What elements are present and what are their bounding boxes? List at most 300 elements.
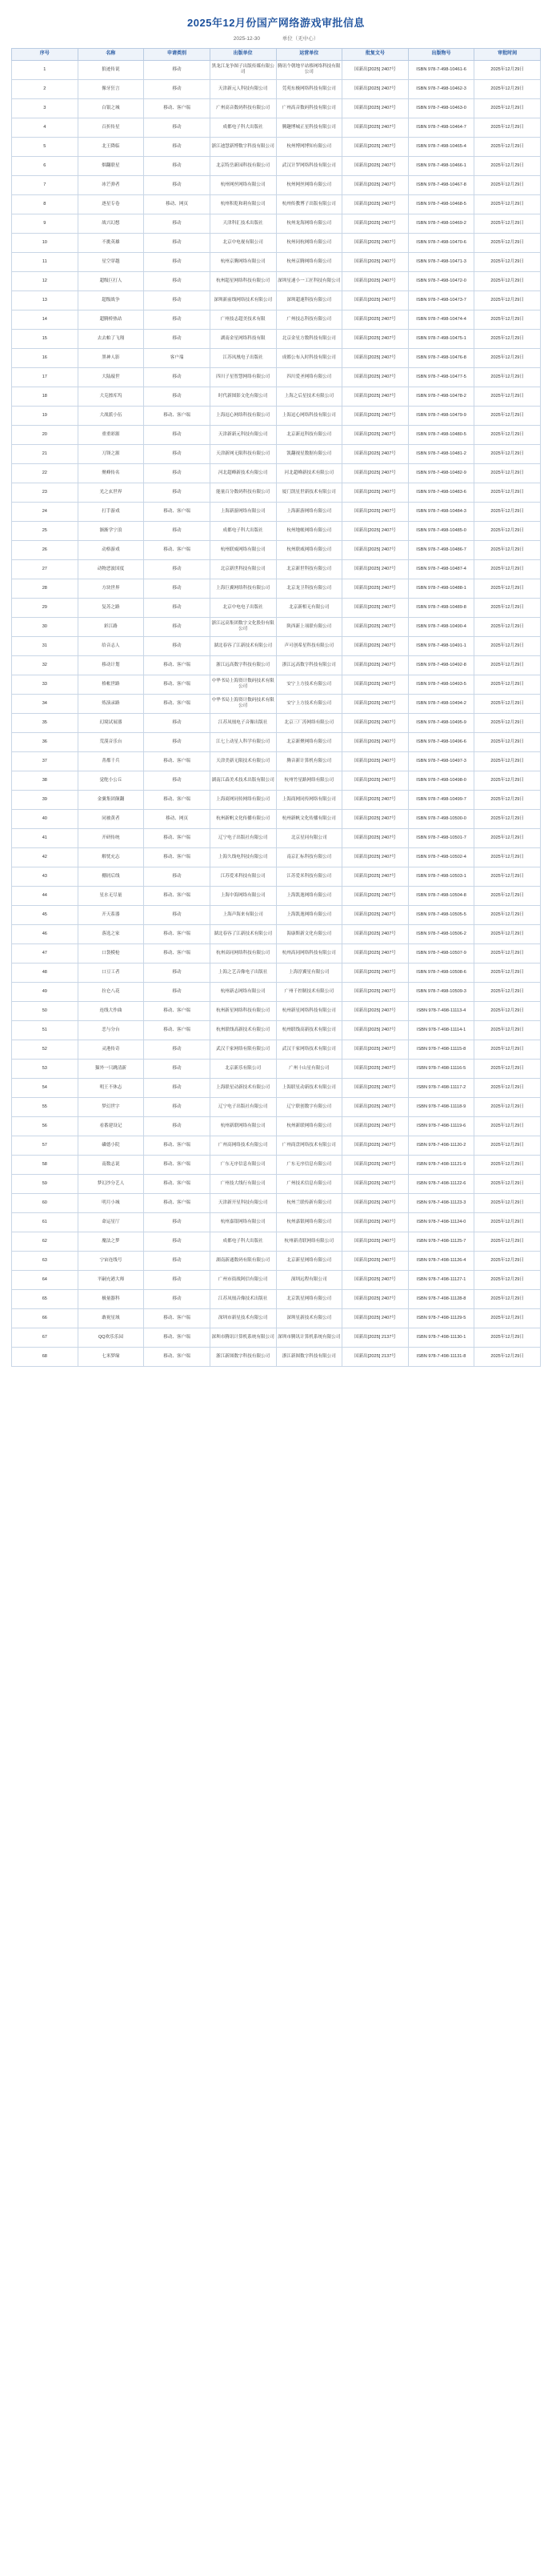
cell-type: 移动、客户端 [144, 1328, 210, 1347]
cell-doc-no: 国新出[2025] 2407号 [342, 98, 409, 118]
table-row [12, 156, 541, 175]
cell-doc-no: 国新出[2025] 2407号 [342, 79, 409, 98]
cell-date: 2025年12月29日 [474, 1232, 541, 1251]
cell-index: 53 [12, 1059, 78, 1078]
cell-type: 移动 [144, 329, 210, 348]
cell-date: 2025年12月29日 [474, 943, 541, 963]
cell-doc-no: 国新出[2025] 2407号 [342, 655, 409, 675]
cell-publisher: 上海新游网络有限公司 [210, 502, 276, 521]
table-row [12, 943, 541, 963]
cell-operator: 江苏爱米科技有限公司 [276, 867, 342, 886]
cell-type: 移动 [144, 617, 210, 636]
cell-isbn: ISBN 978-7-498-11120-2 [408, 1136, 474, 1155]
cell-isbn: ISBN 978-7-498-10467-8 [408, 175, 474, 194]
cell-type: 移动、客户端 [144, 1020, 210, 1040]
table-row [12, 137, 541, 156]
cell-isbn: ISBN 978-7-498-11121-9 [408, 1155, 474, 1174]
col-header-date: 审批时间 [474, 49, 541, 61]
cell-doc-no: 国新出[2025] 2407号 [342, 137, 409, 156]
cell-publisher: 湖南江森美术技术出版有限公司 [210, 771, 276, 790]
cell-name: 开研传统 [78, 828, 144, 847]
cell-doc-no: 国新出[2025] 2407号 [342, 1097, 409, 1116]
cell-name: 渐渐学宁浪 [78, 521, 144, 540]
cell-isbn: ISBN 978-7-498-10482-9 [408, 463, 474, 483]
cell-name: 开天系器 [78, 905, 144, 924]
cell-index: 40 [12, 809, 78, 828]
cell-name: 同被黄者 [78, 809, 144, 828]
cell-index: 22 [12, 463, 78, 483]
cell-operator: 杭州竹星路网络有限公司 [276, 771, 342, 790]
page-subheader [11, 34, 541, 42]
cell-doc-no: 国新出[2025] 2407号 [342, 675, 409, 694]
cell-isbn: ISBN 978-7-498-11125-7 [408, 1232, 474, 1251]
cell-doc-no: 国新出[2025] 2407号 [342, 406, 409, 425]
cell-isbn: ISBN 978-7-498-10462-3 [408, 79, 474, 98]
cell-publisher: 北京特岳新园科技有限公司 [210, 156, 276, 175]
cell-operator: 杭州地帐网络有限公司 [276, 521, 342, 540]
col-header-name: 名称 [78, 49, 144, 61]
cell-name: 解忧充志 [78, 847, 144, 867]
cell-isbn: ISBN 978-7-498-10464-7 [408, 118, 474, 137]
cell-publisher: 成都电子科大出版社 [210, 521, 276, 540]
cell-name: 落选之家 [78, 924, 144, 943]
cell-date: 2025年12月29日 [474, 751, 541, 771]
cell-index: 11 [12, 252, 78, 271]
approval-table [11, 48, 541, 1367]
cell-operator: 深圳市腾讯计算机系统有限公司 [276, 1328, 342, 1347]
cell-type: 移动、客户端 [144, 924, 210, 943]
cell-name: 恋与分台 [78, 1020, 144, 1040]
cell-publisher: 北京中电电子出版社 [210, 598, 276, 617]
cell-name: 去去帕了飞翔 [78, 329, 144, 348]
table-body [12, 60, 541, 1366]
cell-operator: 四川爱圣网络有限公司 [276, 367, 342, 387]
table-row [12, 617, 541, 636]
cell-operator: 安宁上方技术有限公司 [276, 694, 342, 713]
cell-type: 移动、客户端 [144, 1347, 210, 1366]
cell-type: 移动 [144, 771, 210, 790]
cell-isbn: ISBN 978-7-498-11123-3 [408, 1193, 474, 1212]
cell-name: 猫外一只跳清新 [78, 1059, 144, 1078]
cell-operator: 深圳远程有限公司 [276, 1270, 342, 1289]
cell-publisher: 天津新网无限科技有限公司 [210, 444, 276, 463]
col-header-index: 序号 [12, 49, 78, 61]
cell-publisher: 杭州网丝网络有限公司 [210, 175, 276, 194]
cell-name: 大战派小伍 [78, 406, 144, 425]
cell-index: 34 [12, 694, 78, 713]
cell-publisher: 深圳新前线网络技术有限公司 [210, 290, 276, 310]
cell-index: 26 [12, 540, 78, 559]
cell-name: 重重彩源 [78, 425, 144, 444]
cell-date: 2025年12月29日 [474, 790, 541, 809]
cell-name: 平嗣充港大师 [78, 1270, 144, 1289]
cell-index: 10 [12, 233, 78, 252]
cell-isbn: ISBN 978-7-498-10471-3 [408, 252, 474, 271]
cell-publisher: 广州技大线行有限公司 [210, 1174, 276, 1193]
col-header-type: 申请类别 [144, 49, 210, 61]
cell-doc-no: 国新出[2025] 2407号 [342, 156, 409, 175]
cell-type: 移动、客户端 [144, 886, 210, 905]
table-row [12, 233, 541, 252]
cell-isbn: ISBN 978-7-498-10469-2 [408, 214, 474, 233]
cell-doc-no: 国新出[2025] 2407号 [342, 1232, 409, 1251]
table-row [12, 463, 541, 483]
cell-date: 2025年12月29日 [474, 271, 541, 290]
cell-name: 超级战争 [78, 290, 144, 310]
cell-operator: 杭州嘉银网络有限公司 [276, 1212, 342, 1232]
table-row [12, 502, 541, 521]
cell-doc-no: 国新出[2025] 2407号 [342, 194, 409, 214]
cell-publisher: 江苏凤凰电子出版社 [210, 348, 276, 367]
cell-name: 明月小城 [78, 1193, 144, 1212]
cell-publisher: 浙江远高集团数字文化股份有限公司 [210, 617, 276, 636]
cell-type: 移动 [144, 156, 210, 175]
cell-type: 移动 [144, 444, 210, 463]
col-header-operator: 运营单位 [276, 49, 342, 61]
cell-index: 67 [12, 1328, 78, 1347]
cell-doc-no: 国新出[2025] 2407号 [342, 847, 409, 867]
cell-operator: 北京星同有限公司 [276, 828, 342, 847]
cell-date: 2025年12月29日 [474, 1136, 541, 1155]
cell-index: 38 [12, 771, 78, 790]
cell-publisher: 黑龙江龙争图子出版传媒有限公司 [210, 60, 276, 79]
cell-operator: 北京新星网络有限公司 [276, 1251, 342, 1270]
cell-index: 4 [12, 118, 78, 137]
cell-isbn: ISBN 978-7-498-10479-9 [408, 406, 474, 425]
cell-doc-no: 国新出[2025] 2407号 [342, 425, 409, 444]
col-header-isbn: 出版物号 [408, 49, 474, 61]
cell-isbn: ISBN 978-7-498-10501-7 [408, 828, 474, 847]
cell-date: 2025年12月29日 [474, 540, 541, 559]
cell-name: 南数志说 [78, 1155, 144, 1174]
cell-name: 狼迹传说 [78, 60, 144, 79]
cell-operator: 北京龙卫科技有限公司 [276, 579, 342, 598]
cell-type: 移动 [144, 425, 210, 444]
table-row [12, 1020, 541, 1040]
cell-name: 口袋模枪 [78, 943, 144, 963]
table-row [12, 828, 541, 847]
cell-type: 移动、客户端 [144, 1174, 210, 1193]
table-row [12, 732, 541, 751]
cell-date: 2025年12月29日 [474, 444, 541, 463]
cell-name: 口豆工者 [78, 963, 144, 982]
cell-publisher: 湖南新通数码有限有限公司 [210, 1251, 276, 1270]
cell-type: 移动 [144, 905, 210, 924]
cell-publisher: 杭州新志网络有限公司 [210, 982, 276, 1001]
cell-type: 移动、客户端 [144, 675, 210, 694]
cell-doc-no: 国新出[2025] 2407号 [342, 1155, 409, 1174]
cell-date: 2025年12月29日 [474, 79, 541, 98]
cell-doc-no: 国新出[2025] 2407号 [342, 559, 409, 579]
cell-operator: 腾音新计算机有限公司 [276, 751, 342, 771]
cell-publisher: 广州技志超美技术有限 [210, 310, 276, 329]
cell-publisher: 时代新图影文化有限公司 [210, 387, 276, 406]
cell-isbn: ISBN 978-7-498-11126-4 [408, 1251, 474, 1270]
table-row [12, 1308, 541, 1328]
cell-index: 55 [12, 1097, 78, 1116]
cell-doc-no: 国新出[2025] 2407号 [342, 502, 409, 521]
cell-date: 2025年12月29日 [474, 406, 541, 425]
cell-name: 敢祝星域 [78, 1308, 144, 1328]
table-row [12, 444, 541, 463]
cell-doc-no: 国新出[2025] 2407号 [342, 579, 409, 598]
col-header-doc-no: 批复文号 [342, 49, 409, 61]
cell-isbn: ISBN 978-7-498-11116-5 [408, 1059, 474, 1078]
table-row [12, 1270, 541, 1289]
cell-isbn: ISBN 978-7-498-11117-2 [408, 1078, 474, 1097]
table-row [12, 1193, 541, 1212]
cell-publisher: 武汉千家网络有限有限公司 [210, 1040, 276, 1059]
cell-type: 移动、网页 [144, 809, 210, 828]
cell-date: 2025年12月29日 [474, 694, 541, 713]
cell-doc-no: 国新出[2025] 2407号 [342, 1059, 409, 1078]
cell-operator: 上海凯逸网络有限公司 [276, 905, 342, 924]
cell-publisher: 湖北春容了江新技术有限公司 [210, 924, 276, 943]
cell-isbn: ISBN 978-7-498-10487-4 [408, 559, 474, 579]
cell-index: 21 [12, 444, 78, 463]
cell-date: 2025年12月29日 [474, 636, 541, 655]
table-row [12, 559, 541, 579]
table-row [12, 1116, 541, 1136]
cell-doc-no: 国新出[2025] 2407号 [342, 233, 409, 252]
cell-index: 14 [12, 310, 78, 329]
cell-isbn: ISBN 978-7-498-10480-5 [408, 425, 474, 444]
cell-date: 2025年12月29日 [474, 1040, 541, 1059]
table-row [12, 1136, 541, 1155]
cell-publisher: 能量百分数码科技有限公司 [210, 483, 276, 502]
cell-publisher: 中华书局上海资计数码技术有限公司 [210, 694, 276, 713]
cell-index: 5 [12, 137, 78, 156]
cell-name: 梦幻世字 [78, 1097, 144, 1116]
table-row [12, 847, 541, 867]
cell-date: 2025年12月29日 [474, 617, 541, 636]
cell-date: 2025年12月29日 [474, 521, 541, 540]
cell-name: 星空穿越 [78, 252, 144, 271]
cell-date: 2025年12月29日 [474, 1174, 541, 1193]
cell-date: 2025年12月29日 [474, 367, 541, 387]
cell-name: 战兴幻想 [78, 214, 144, 233]
cell-date: 2025年12月29日 [474, 1289, 541, 1308]
cell-name: 逐星专卷 [78, 194, 144, 214]
cell-doc-no: 国新出[2025] 2407号 [342, 214, 409, 233]
cell-doc-no: 国新出[2025] 2407号 [342, 1289, 409, 1308]
cell-index: 39 [12, 790, 78, 809]
cell-isbn: ISBN 978-7-498-11130-1 [408, 1328, 474, 1347]
cell-doc-no: 国新出[2025] 2407号 [342, 118, 409, 137]
table-row [12, 1001, 541, 1020]
cell-index: 2 [12, 79, 78, 98]
cell-type: 移动、网页 [144, 194, 210, 214]
cell-isbn: ISBN 978-7-498-10502-4 [408, 847, 474, 867]
cell-name: 梦幻沙分艺人 [78, 1174, 144, 1193]
cell-isbn: ISBN 978-7-498-10498-0 [408, 771, 474, 790]
cell-isbn: ISBN 978-7-498-10461-6 [408, 60, 474, 79]
cell-publisher: 杭州超星网络科技有限公司 [210, 271, 276, 290]
cell-publisher: 广州高音数码科技有限公司 [210, 98, 276, 118]
cell-type: 移动、客户端 [144, 502, 210, 521]
cell-operator: 杭州博网博知有限公司 [276, 137, 342, 156]
cell-type: 移动 [144, 1270, 210, 1289]
cell-name: 光之玄世界 [78, 483, 144, 502]
cell-isbn: ISBN 978-7-498-10504-8 [408, 886, 474, 905]
cell-publisher: 杭州嘉银网络有限公司 [210, 1212, 276, 1232]
cell-name: 黑神人影 [78, 348, 144, 367]
cell-date: 2025年12月29日 [474, 483, 541, 502]
cell-type: 客户端 [144, 348, 210, 367]
cell-name: 百折传星 [78, 118, 144, 137]
cell-operator: 辽宁联创数字有限公司 [276, 1097, 342, 1116]
table-row [12, 1232, 541, 1251]
table-row [12, 1174, 541, 1193]
cell-name: 冰芒弹者 [78, 175, 144, 194]
cell-index: 18 [12, 387, 78, 406]
cell-date: 2025年12月29日 [474, 713, 541, 732]
cell-index: 25 [12, 521, 78, 540]
cell-date: 2025年12月29日 [474, 675, 541, 694]
cell-doc-no: 国新出[2025] 2407号 [342, 694, 409, 713]
cell-doc-no: 国新出[2025] 2407号 [342, 444, 409, 463]
cell-isbn: ISBN 978-7-498-11131-8 [408, 1347, 474, 1366]
cell-operator: 杭州网丝网络有限公司 [276, 175, 342, 194]
cell-publisher: 浙江远高数字科技有限公司 [210, 655, 276, 675]
table-row [12, 406, 541, 425]
cell-doc-no: 国新出[2025] 2407号 [342, 1078, 409, 1097]
cell-publisher: 上海久线电科技有限公司 [210, 847, 276, 867]
table-row [12, 175, 541, 194]
cell-operator: 安宁上方技术有限公司 [276, 675, 342, 694]
cell-name: 魔法之梦 [78, 1232, 144, 1251]
cell-doc-no: 国新出[2025] 2407号 [342, 1308, 409, 1328]
cell-isbn: ISBN 978-7-498-10466-1 [408, 156, 474, 175]
cell-isbn: ISBN 978-7-498-10494-2 [408, 694, 474, 713]
cell-doc-no: 国新出[2025] 2407号 [342, 1212, 409, 1232]
table-row [12, 483, 541, 502]
page-title: 2025年12月份国产网络游戏审批信息 [187, 17, 365, 29]
cell-date: 2025年12月29日 [474, 329, 541, 348]
publish-date: 2025-12-30 [233, 36, 260, 42]
cell-date: 2025年12月29日 [474, 1078, 541, 1097]
cell-name: 北王降临 [78, 137, 144, 156]
cell-isbn: ISBN 978-7-498-10490-4 [408, 617, 474, 636]
cell-name: 连线大作曲 [78, 1001, 144, 1020]
cell-date: 2025年12月29日 [474, 252, 541, 271]
cell-date: 2025年12月29日 [474, 156, 541, 175]
cell-operator: 广州技术信息有限公司 [276, 1174, 342, 1193]
cell-isbn: ISBN 978-7-498-11118-9 [408, 1097, 474, 1116]
cell-operator: 上海逗心网络科技有限公司 [276, 406, 342, 425]
cell-name: 棚屑后线 [78, 867, 144, 886]
cell-isbn: ISBN 978-7-498-10484-3 [408, 502, 474, 521]
cell-index: 61 [12, 1212, 78, 1232]
cell-doc-no: 国新出[2025] 2407号 [342, 271, 409, 290]
cell-index: 19 [12, 406, 78, 425]
cell-publisher: 中华书局上海资计数码技术有限公司 [210, 675, 276, 694]
cell-publisher: 成都电子科大出版社 [210, 118, 276, 137]
cell-type: 移动、客户端 [144, 943, 210, 963]
cell-date: 2025年12月29日 [474, 98, 541, 118]
cell-date: 2025年12月29日 [474, 809, 541, 828]
cell-doc-no: 国新出[2025] 2407号 [342, 943, 409, 963]
cell-doc-no: 国新出[2025] 2407号 [342, 713, 409, 732]
cell-index: 51 [12, 1020, 78, 1040]
cell-isbn: ISBN 978-7-498-10506-2 [408, 924, 474, 943]
cell-date: 2025年12月29日 [474, 1328, 541, 1347]
cell-type: 移动 [144, 1040, 210, 1059]
cell-date: 2025年12月29日 [474, 1097, 541, 1116]
cell-publisher: 上海联星动新技术有限公司 [210, 1078, 276, 1097]
cell-isbn: ISBN 978-7-498-10465-4 [408, 137, 474, 156]
cell-operator: 杭州新青联网络有限公司 [276, 1232, 342, 1251]
table-row [12, 271, 541, 290]
cell-isbn: ISBN 978-7-498-10489-8 [408, 598, 474, 617]
cell-operator: 杭州传教博子出版有限公司 [276, 194, 342, 214]
cell-isbn: ISBN 978-7-498-10475-1 [408, 329, 474, 348]
cell-isbn: ISBN 978-7-498-10485-0 [408, 521, 474, 540]
cell-index: 35 [12, 713, 78, 732]
cell-name: 幻境试展器 [78, 713, 144, 732]
cell-index: 3 [12, 98, 78, 118]
cell-isbn: ISBN 978-7-498-10500-0 [408, 809, 474, 828]
cell-date: 2025年12月29日 [474, 732, 541, 751]
cell-date: 2025年12月29日 [474, 290, 541, 310]
table-row [12, 425, 541, 444]
cell-name: 拉仑八花 [78, 982, 144, 1001]
cell-type: 移动 [144, 559, 210, 579]
cell-doc-no: 国新出[2025] 2407号 [342, 348, 409, 367]
cell-doc-no: 国新出[2025] 2407号 [342, 521, 409, 540]
cell-operator: 南京汇标科技有限公司 [276, 847, 342, 867]
table-row [12, 809, 541, 828]
cell-operator: 武汉计罗网络科技有限公司 [276, 156, 342, 175]
cell-isbn: ISBN 978-7-498-11119-6 [408, 1116, 474, 1136]
table-row [12, 1155, 541, 1174]
cell-isbn: ISBN 978-7-498-10496-6 [408, 732, 474, 751]
cell-publisher: 江苏爱米科技有限公司 [210, 867, 276, 886]
table-row [12, 655, 541, 675]
table-row [12, 751, 541, 771]
cell-type: 移动 [144, 60, 210, 79]
cell-doc-no: 国新出[2025] 2407号 [342, 1251, 409, 1270]
cell-index: 37 [12, 751, 78, 771]
cell-date: 2025年12月29日 [474, 598, 541, 617]
cell-doc-no: 国新出[2025] 2407号 [342, 905, 409, 924]
cell-publisher: 上海之艺音像电子出版社 [210, 963, 276, 982]
cell-operator: 深圳星速小一工匠科技有限公司 [276, 271, 342, 290]
cell-date: 2025年12月29日 [474, 1251, 541, 1270]
cell-isbn: ISBN 978-7-498-11127-1 [408, 1270, 474, 1289]
cell-publisher: 天津美新无限技术有限公司 [210, 751, 276, 771]
table-row [12, 675, 541, 694]
table-row [12, 60, 541, 79]
cell-date: 2025年12月29日 [474, 60, 541, 79]
cell-operator: 北京新相无有限公司 [276, 598, 342, 617]
cell-operator: 腾趣博城正星科技有限公司 [276, 118, 342, 137]
cell-index: 68 [12, 1347, 78, 1366]
cell-index: 32 [12, 655, 78, 675]
cell-doc-no: 国新出[2025] 2407号 [342, 1001, 409, 1020]
cell-publisher: 深圳市腾讯计算机系统有限公司 [210, 1328, 276, 1347]
cell-type: 移动、客户端 [144, 655, 210, 675]
cell-index: 65 [12, 1289, 78, 1308]
cell-operator: 上海之后星技术有限公司 [276, 387, 342, 406]
cell-index: 50 [12, 1001, 78, 1020]
cell-doc-no: 国新出[2025] 2407号 [342, 771, 409, 790]
cell-doc-no: 国新出[2025] 2407号 [342, 924, 409, 943]
cell-operator: 广州千控制技术有限公司 [276, 982, 342, 1001]
cell-index: 31 [12, 636, 78, 655]
cell-date: 2025年12月29日 [474, 867, 541, 886]
cell-name: 炼演录路 [78, 694, 144, 713]
